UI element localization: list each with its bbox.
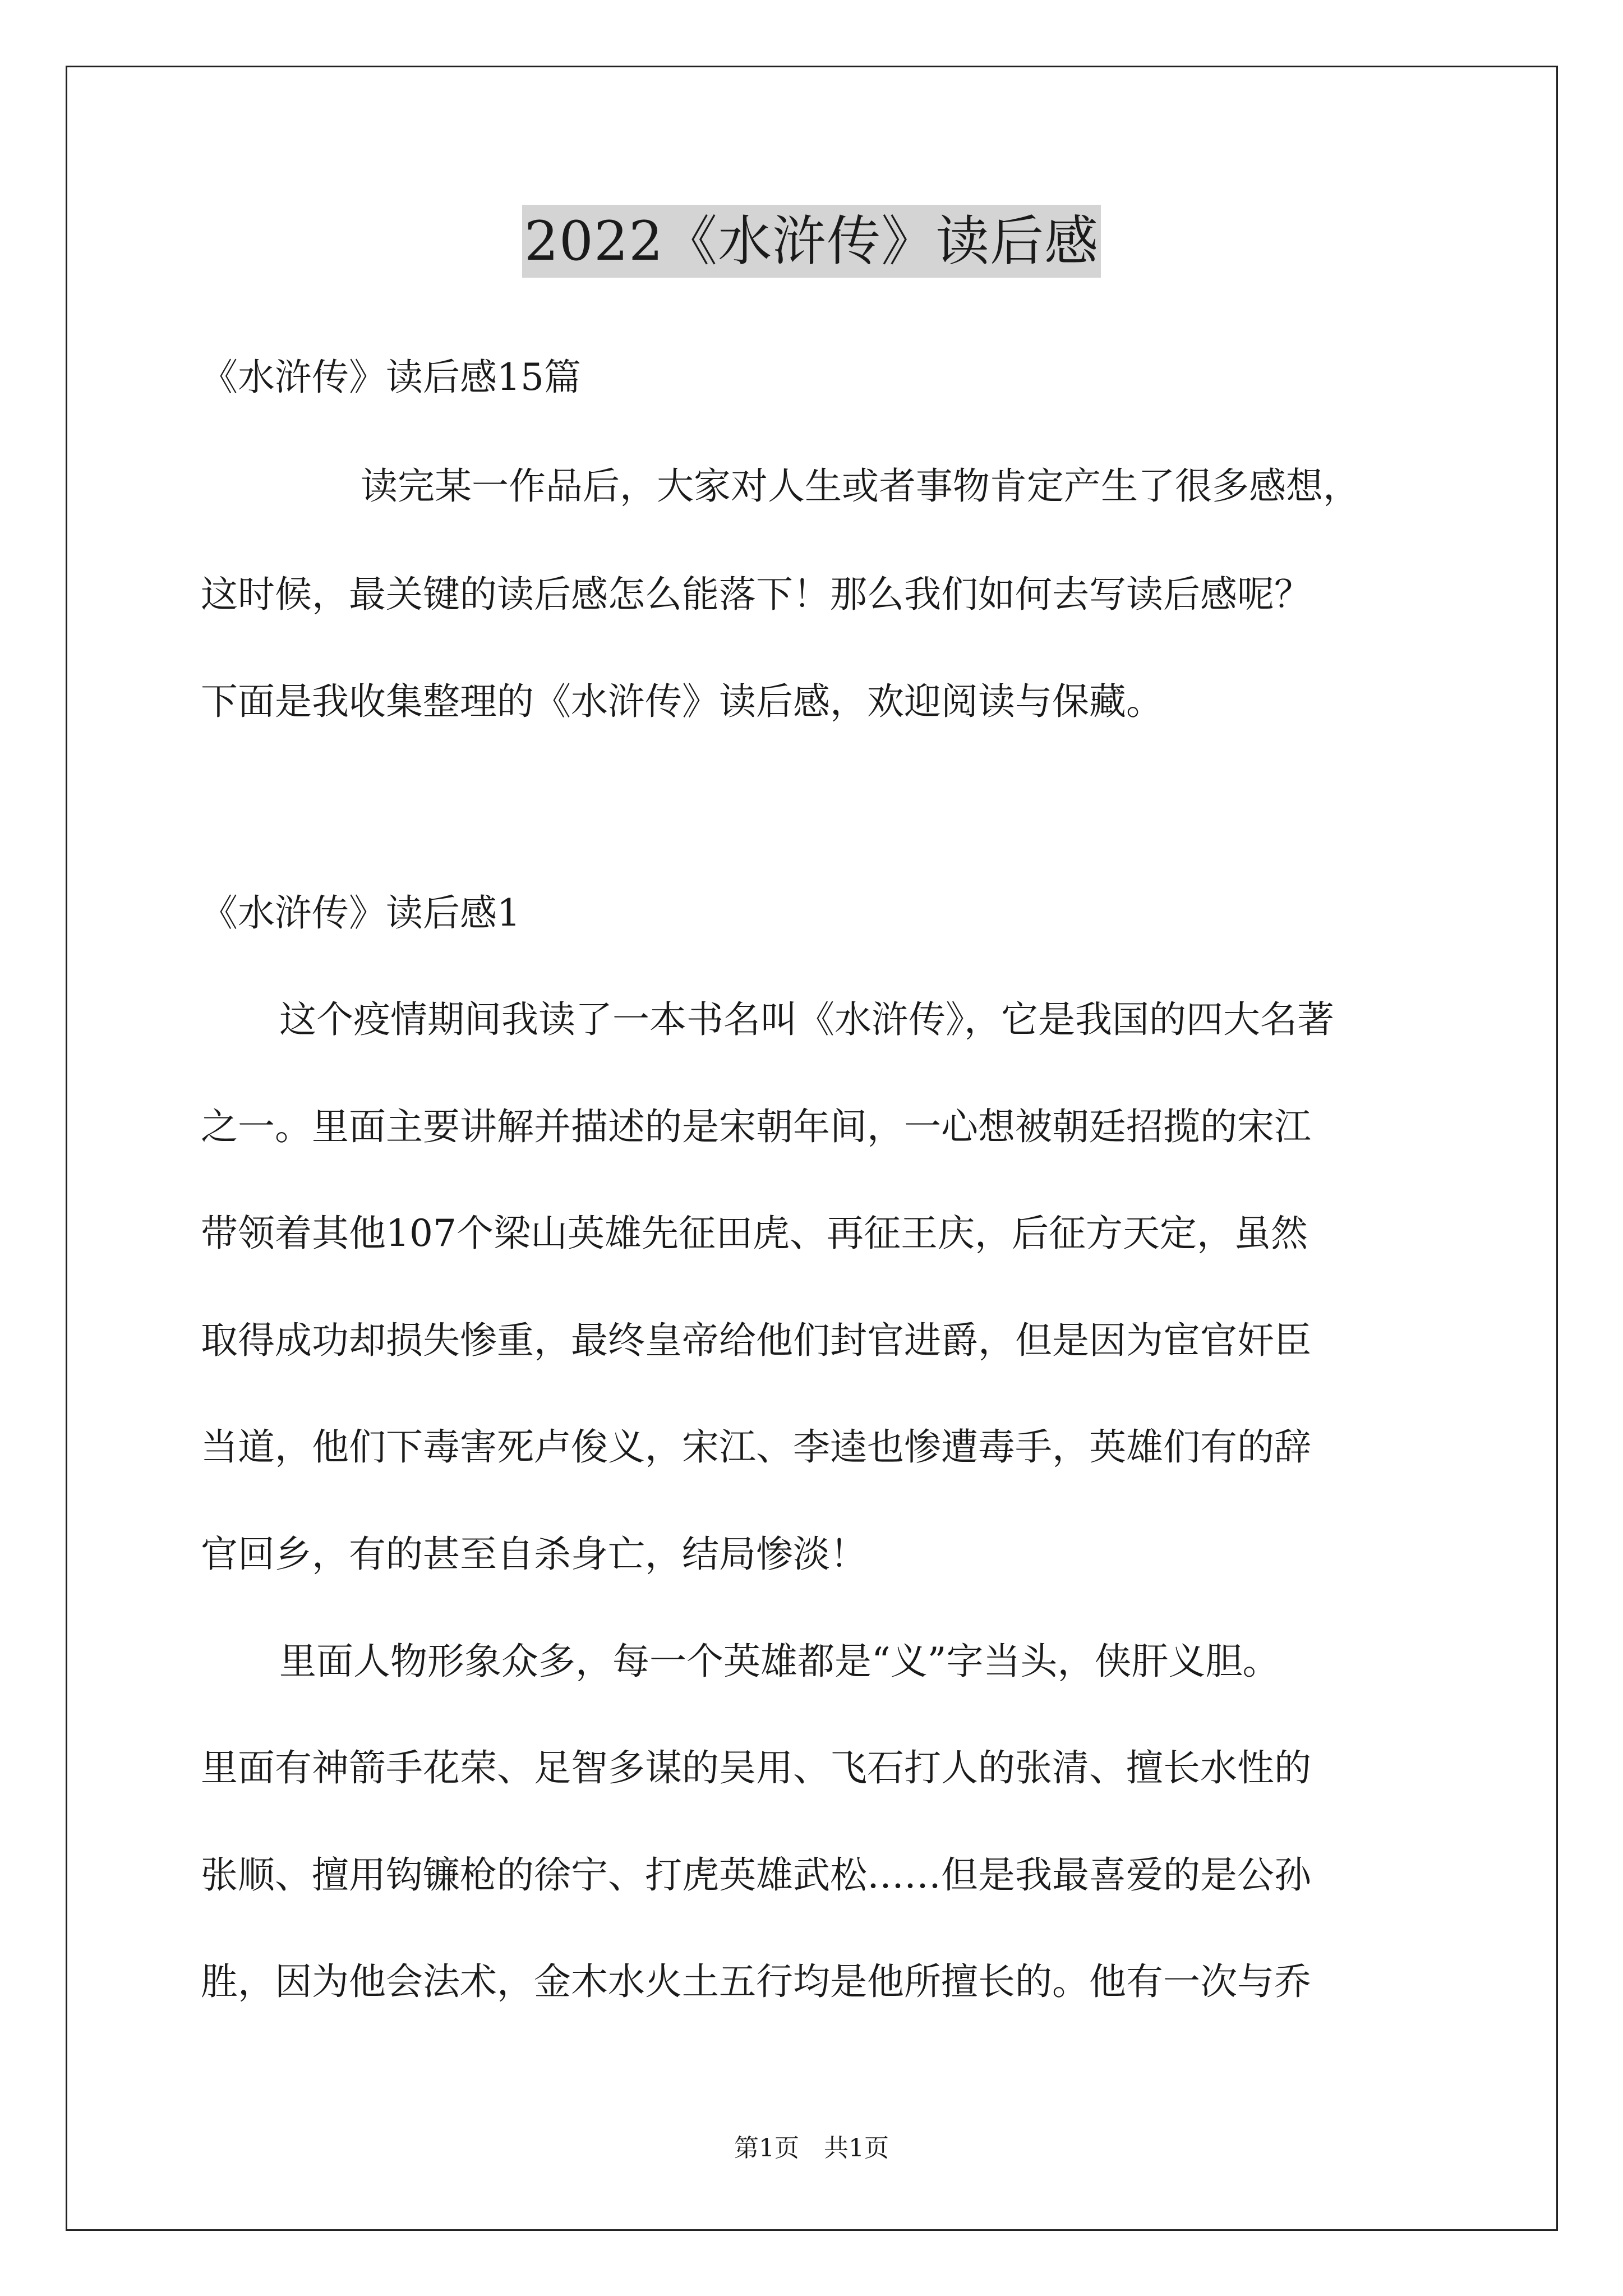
intro-line-1: 读完某一作品后，大家对人生或者事物肯定产生了很多感想， [361, 464, 1360, 508]
page-footer: 第1页 共1页 [734, 2134, 889, 2162]
section-heading: 《水浒传》读后感1 [201, 891, 520, 935]
paragraph1-line-1: 这个疫情期间我读了一本书名叫《水浒传》，它是我国的四大名著 [279, 998, 1334, 1041]
paragraph2-line-3: 张顺、擅用钩镰枪的徐宁、打虎英雄武松……但是我最喜爱的是公孙 [201, 1853, 1311, 1897]
title-container [0, 205, 1623, 278]
paragraph1-line-4: 取得成功却损失惨重，最终皇帝给他们封官进爵，但是因为宦官奸臣 [201, 1319, 1311, 1362]
document-title: 2022《水浒传》读后感 [522, 205, 1101, 278]
intro-line-2: 这时候，最关键的读后感怎么能落下！那么我们如何去写读后感呢？ [201, 573, 1311, 616]
paragraph1-line-5: 当道，他们下毒害死卢俊义，宋江、李逵也惨遭毒手，英雄们有的辞 [201, 1425, 1311, 1469]
paragraph2-line-4: 胜，因为他会法术，金木水火土五行均是他所擅长的。他有一次与乔 [201, 1960, 1311, 2003]
paragraph1-line-2: 之一。里面主要讲解并描述的是宋朝年间，一心想被朝廷招揽的宋江 [201, 1105, 1311, 1148]
intro-line-3: 下面是我收集整理的《水浒传》读后感，欢迎阅读与保藏。 [201, 680, 1163, 723]
paragraph1-line-3: 带领着其他107个梁山英雄先征田虎、再征王庆，后征方天定，虽然 [201, 1212, 1308, 1255]
paragraph2-line-1: 里面人物形象众多，每一个英雄都是“义”字当头，侠肝义胆。 [279, 1640, 1280, 1683]
document-subtitle: 《水浒传》读后感15篇 [201, 356, 581, 399]
paragraph2-line-2: 里面有神箭手花荣、足智多谋的吴用、飞石打人的张清、擅长水性的 [201, 1746, 1311, 1789]
paragraph1-line-6: 官回乡，有的甚至自杀身亡，结局惨淡！ [201, 1533, 867, 1576]
